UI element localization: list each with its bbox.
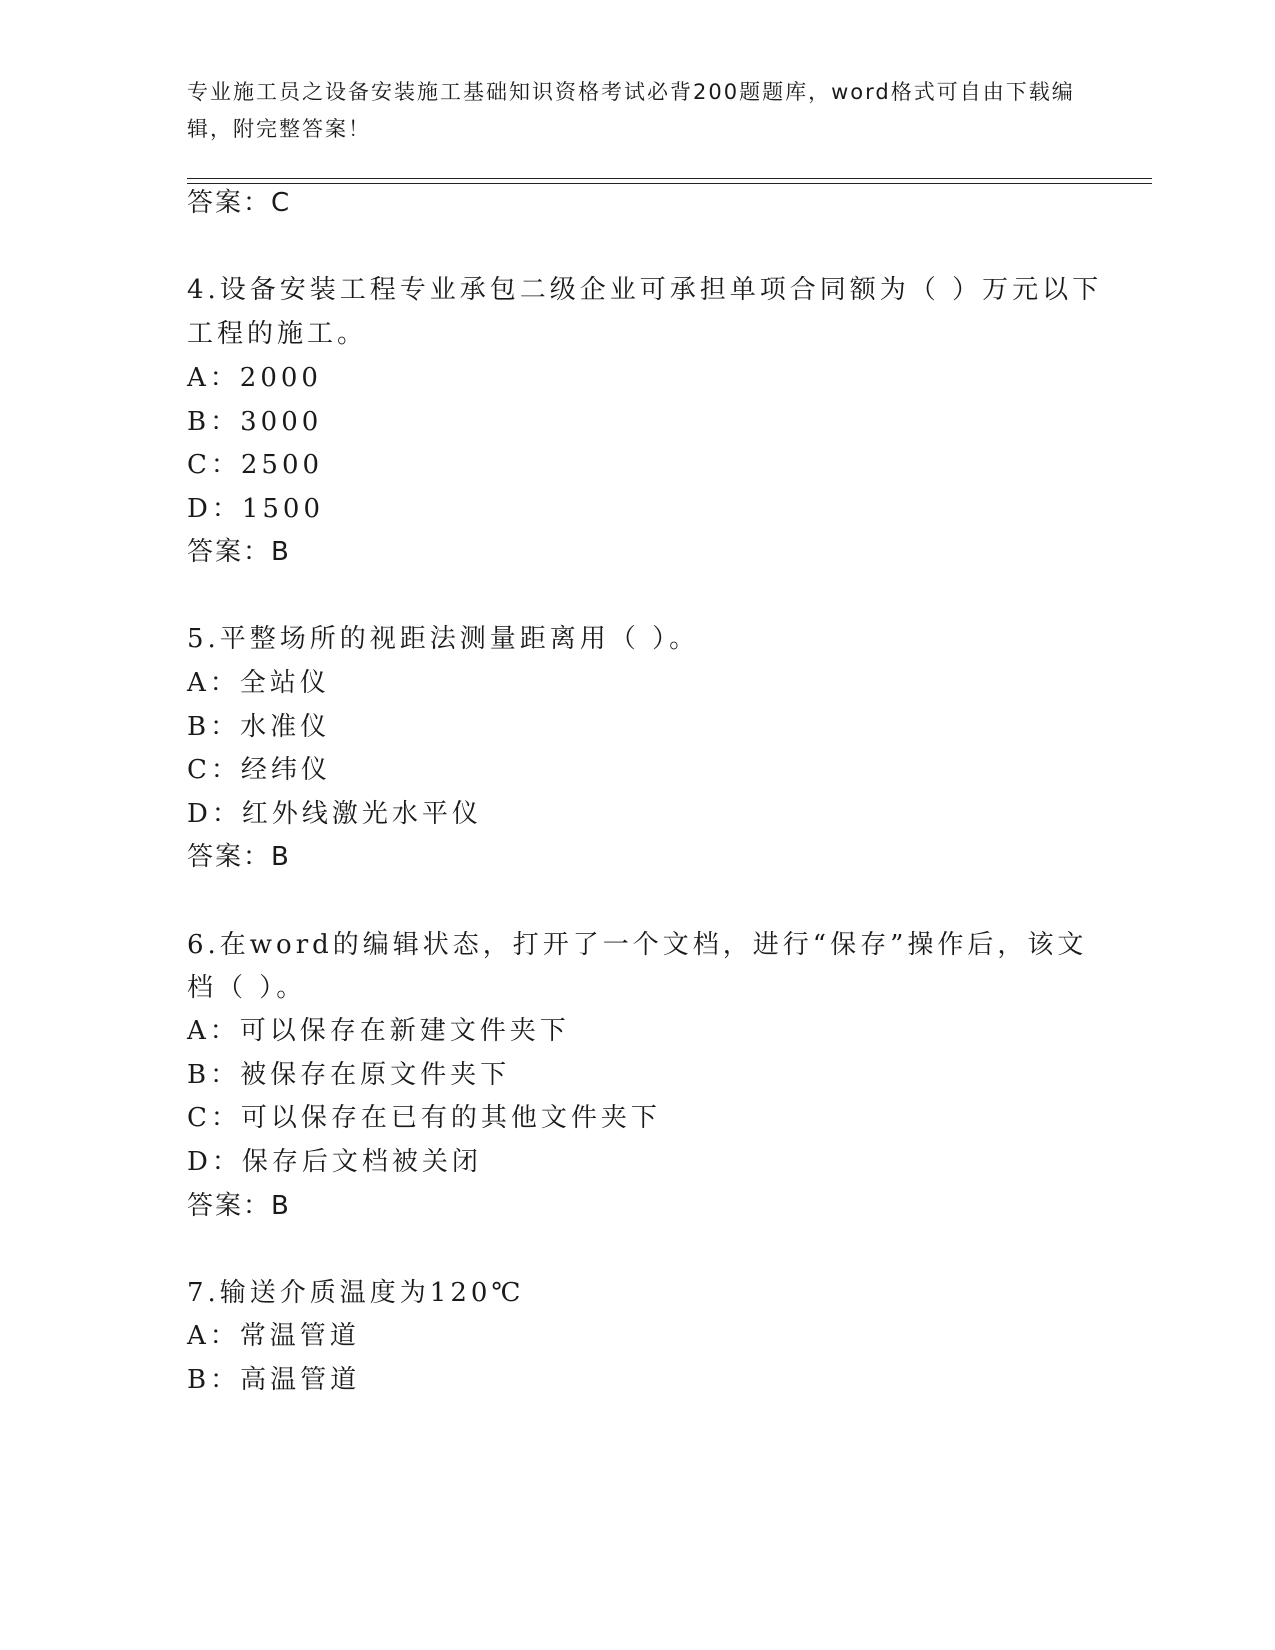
question-stem: 6.在word的编辑状态，打开了一个文档，进行“保存”操作后，该文 <box>187 930 1088 960</box>
option-d: D：1500 <box>187 494 325 524</box>
document-header: 专业施工员之设备安装施工基础知识资格考试必背200题题库，word格式可自由下载编辑，附完整答案！ <box>187 80 1075 141</box>
question-stem: 4.设备安装工程专业承包二级企业可承担单项合同额为（ ）万元以下 <box>187 275 1103 305</box>
option-b: B：被保存在原文件夹下 <box>187 1060 511 1090</box>
header-divider-top <box>187 178 1152 179</box>
question-stem: 5.平整场所的视距法测量距离用（ ）。 <box>187 624 700 654</box>
option-c: C：可以保存在已有的其他文件夹下 <box>187 1103 661 1133</box>
answer-label: 答案：B <box>187 1191 291 1221</box>
option-d: D：红外线激光水平仪 <box>187 799 482 829</box>
option-d: D：保存后文档被关闭 <box>187 1147 482 1177</box>
option-a: A：全站仪 <box>187 668 330 698</box>
option-b: B：水准仪 <box>187 712 331 742</box>
option-a: A：常温管道 <box>187 1321 360 1351</box>
header-divider-bottom <box>187 183 1152 184</box>
option-a: A：2000 <box>187 363 322 393</box>
option-c: C：2500 <box>187 450 324 480</box>
option-a: A：可以保存在新建文件夹下 <box>187 1016 570 1046</box>
question-stem: 7.输送介质温度为120℃ <box>187 1278 525 1308</box>
answer-label: 答案：B <box>187 842 291 872</box>
answer-label: 答案：C <box>187 188 292 218</box>
answer-label: 答案：B <box>187 537 291 567</box>
option-c: C：经纬仪 <box>187 755 331 785</box>
question-stem-continued: 档（ ）。 <box>187 973 307 1003</box>
question-stem-continued: 工程的施工。 <box>187 319 368 349</box>
option-b: B：高温管道 <box>187 1365 361 1395</box>
option-b: B：3000 <box>187 407 323 437</box>
